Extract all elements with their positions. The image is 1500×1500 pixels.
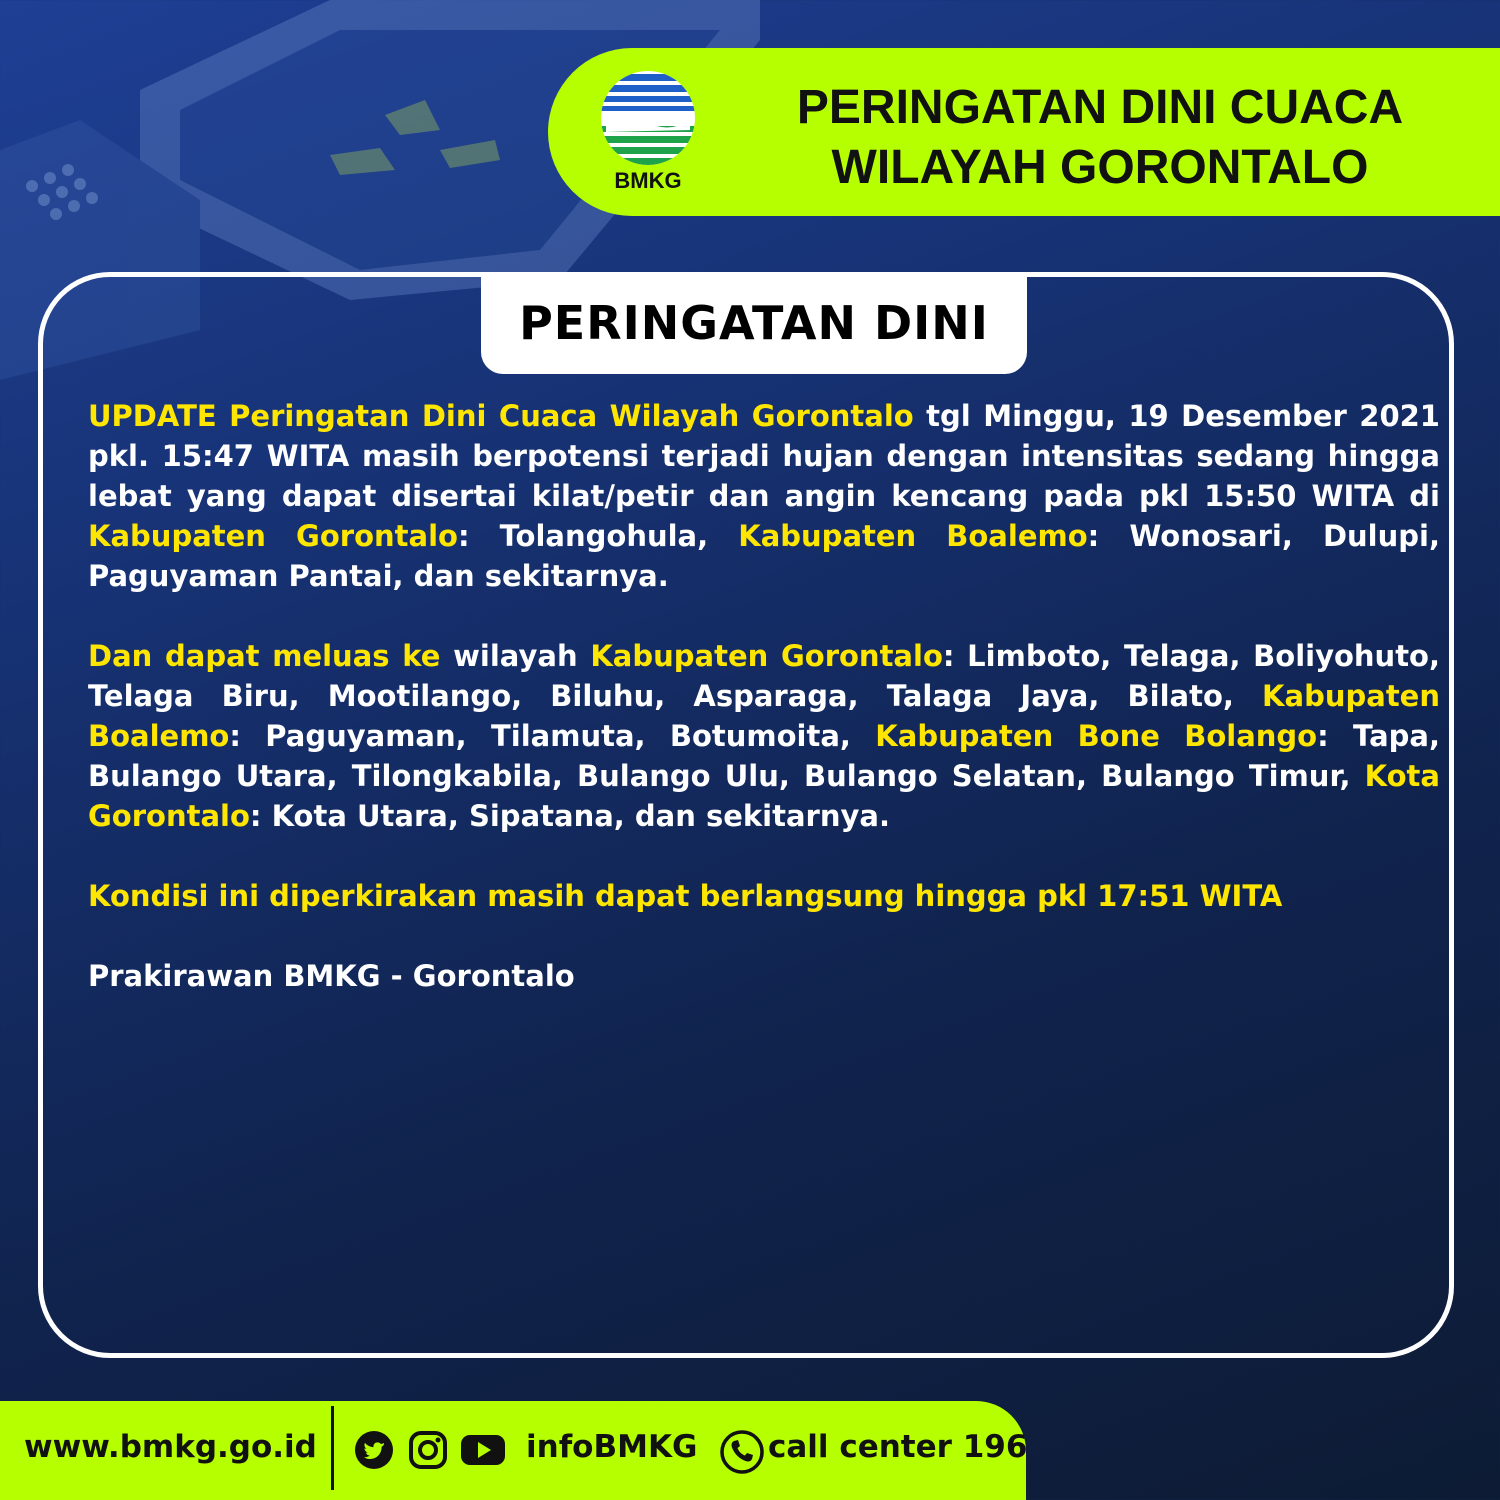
instagram-icon[interactable] [408, 1430, 448, 1470]
body-text: : Kota Utara, Sipatana, dan sekitarnya. [249, 799, 890, 833]
warning-paragraph-2 [88, 636, 1440, 836]
title-line-2: WILAYAH GORONTALO [831, 141, 1369, 194]
website-link[interactable]: www.bmkg.go.id [24, 1429, 317, 1465]
card-title: PERINGATAN DINI [481, 272, 1027, 374]
forecaster-signature: Prakirawan BMKG - Gorontalo [88, 959, 575, 993]
highlight-text: Kabupaten Boalemo [738, 519, 1088, 553]
highlight-text: Kota Gorontalo [88, 759, 1440, 833]
page-title [750, 78, 1450, 198]
highlight-text: Kabupaten Bone Bolango [875, 719, 1318, 753]
body-text: : Tapa, Bulango Utara, Tilongkabila, Bulango Ulu, Bulango Selatan, Bulango Timur, [88, 719, 1440, 793]
highlight-text: Kabupaten Gorontalo [88, 519, 458, 553]
bmkg-logo [598, 70, 698, 194]
body-text: : Wonosari, Dulupi, Paguyaman Pantai, dan sekitarnya. [88, 519, 1440, 593]
body-text: wilayah [440, 639, 591, 673]
call-center[interactable]: call center 196 [768, 1429, 1028, 1465]
body-text: : Limboto, Telaga, Boliyohuto, Telaga Biru, Mootilango, Biluhu, Asparaga, Talaga Jaya, Bilato, [88, 639, 1440, 713]
title-line-1: PERINGATAN DINI CUACA [796, 81, 1404, 134]
social-handle[interactable]: infoBMKG [526, 1429, 698, 1465]
footer-divider [331, 1406, 334, 1490]
highlight-text: Kabupaten Boalemo [88, 679, 1440, 753]
warning-content [88, 396, 1440, 1036]
youtube-icon[interactable] [460, 1430, 506, 1470]
warning-paragraph-1 [88, 396, 1440, 596]
body-text: : Tolangohula, [457, 519, 739, 553]
logo-text: BMKG [614, 168, 682, 193]
twitter-icon[interactable] [354, 1430, 394, 1470]
body-text: : Paguyaman, Tilamuta, Botumoita, [229, 719, 876, 753]
duration-note: Kondisi ini diperkirakan masih dapat berlangsung hingga pkl 17:51 WITA [88, 879, 1283, 913]
highlight-text: Kabupaten Gorontalo [590, 639, 943, 673]
body-text: tgl Minggu, 19 Desember 2021 pkl. 15:47 WITA masih berpotensi terjadi hujan dengan intensitas sedang hingga lebat yang dapat disertai kilat/petir dan angin kencang pada pkl 15:50 WITA di [88, 399, 1440, 513]
highlight-text: UPDATE Peringatan Dini Cuaca Wilayah Gorontalo [88, 399, 914, 433]
phone-icon[interactable] [720, 1430, 764, 1474]
highlight-text: Dan dapat meluas ke [88, 639, 441, 673]
